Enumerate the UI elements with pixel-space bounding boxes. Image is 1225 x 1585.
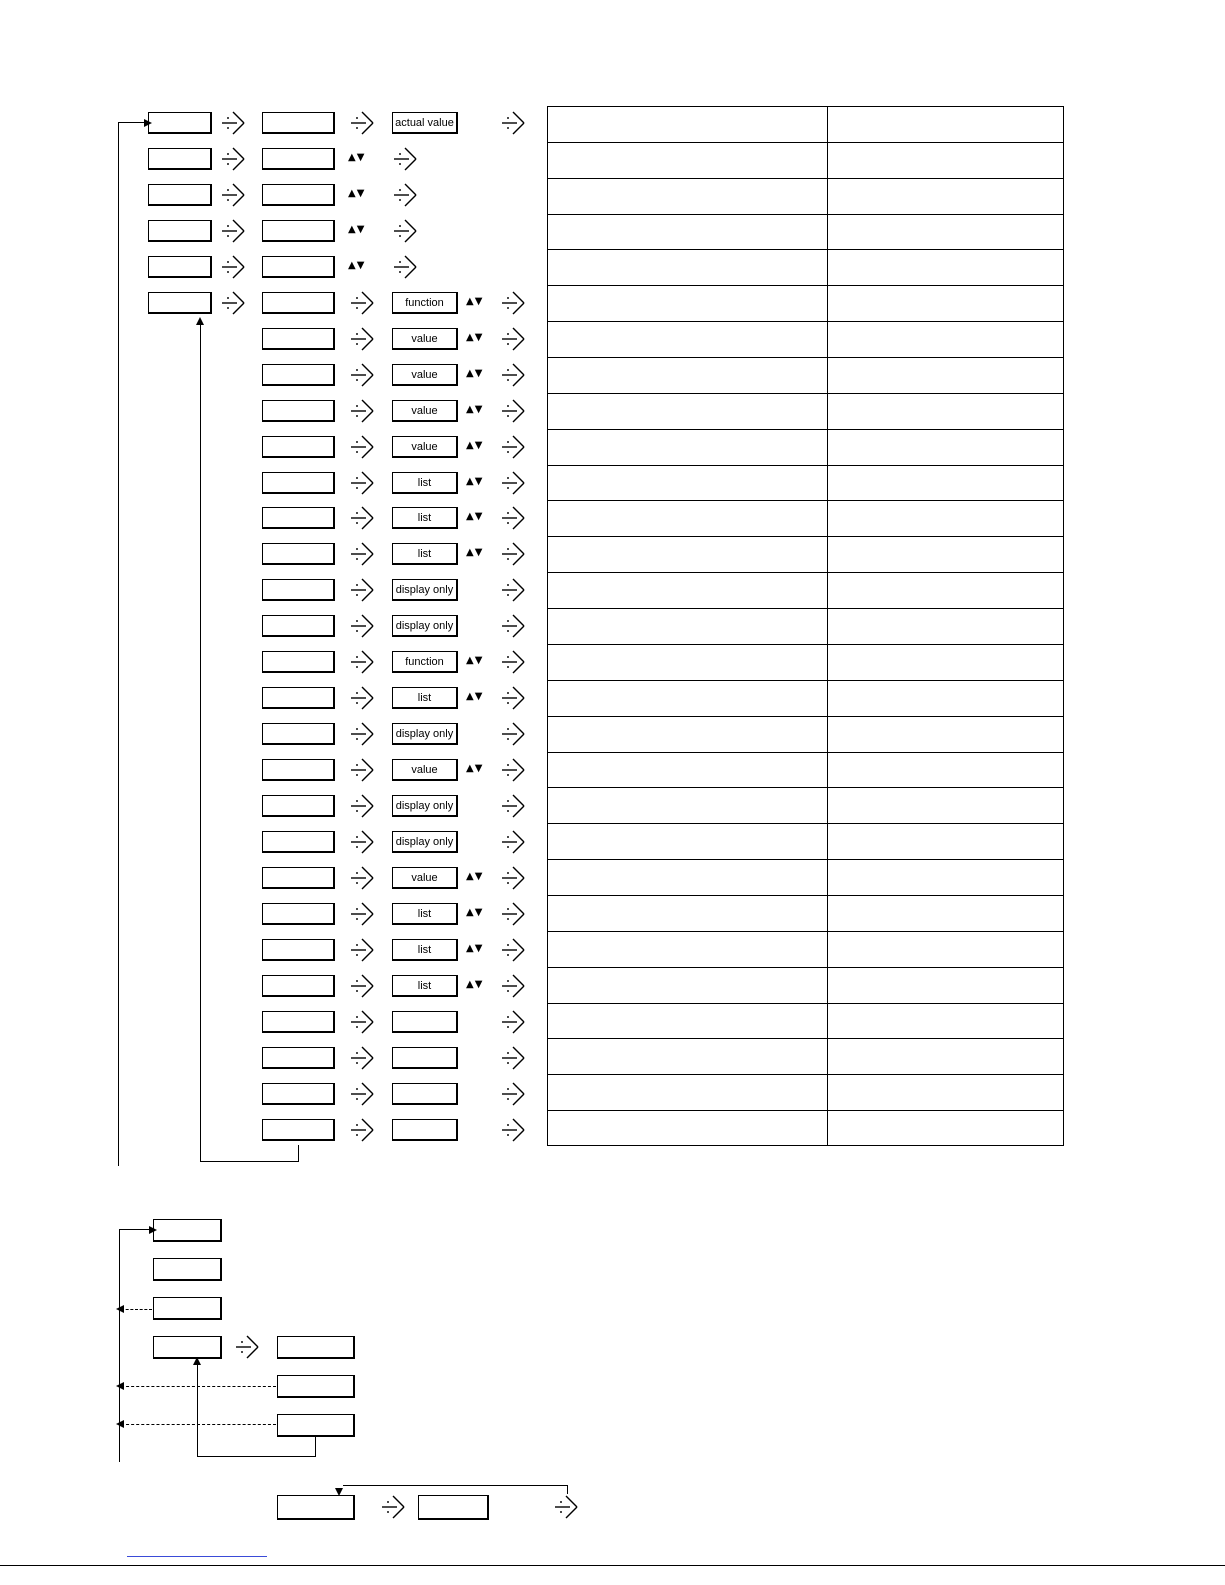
enter-arrow-icon — [500, 110, 526, 136]
enter-arrow-icon — [349, 937, 375, 963]
enter-arrow-icon — [349, 757, 375, 783]
table-cell — [547, 285, 827, 321]
enter-arrow-icon — [500, 793, 526, 819]
table-cell — [827, 357, 1064, 393]
menu-level1-box[interactable] — [148, 292, 212, 314]
enter-arrow-icon — [500, 1045, 526, 1071]
table-cell — [547, 608, 827, 644]
enter-arrow-icon — [500, 937, 526, 963]
enter-arrow-icon — [349, 865, 375, 891]
escape-line — [121, 1424, 276, 1426]
parameter-value-box[interactable]: value — [392, 759, 458, 781]
enter-arrow-icon — [500, 721, 526, 747]
up-down-triangles-icon: ▲▼ — [466, 332, 484, 343]
menu-level2-box[interactable] — [262, 975, 335, 997]
up-down-triangles-icon: ▲▼ — [348, 224, 366, 235]
submenu-return-line — [200, 322, 201, 1162]
enter-arrow-icon — [500, 541, 526, 567]
parameter-value-box[interactable]: value — [392, 364, 458, 386]
lower-submenu-return-line — [197, 1456, 316, 1457]
table-cell — [827, 429, 1064, 465]
menu-level2-box[interactable] — [262, 795, 335, 817]
enter-arrow-icon — [349, 901, 375, 927]
parameter-value-box[interactable]: list — [392, 975, 458, 997]
enter-arrow-icon — [349, 505, 375, 531]
lower-submenu-box[interactable] — [277, 1375, 355, 1398]
enter-arrow-icon — [349, 829, 375, 855]
table-cell — [547, 249, 827, 285]
enter-arrow-icon — [349, 434, 375, 460]
table-cell — [827, 1110, 1064, 1146]
enter-arrow-icon — [349, 721, 375, 747]
table-cell — [827, 178, 1064, 214]
parameter-value-box[interactable]: value — [392, 328, 458, 350]
lower-submenu-return-line — [197, 1360, 198, 1456]
table-cell — [827, 321, 1064, 357]
enter-arrow-icon — [500, 505, 526, 531]
parameter-value-box[interactable]: function — [392, 651, 458, 673]
enter-arrow-icon — [500, 470, 526, 496]
enter-arrow-icon — [500, 362, 526, 388]
parameter-value-box[interactable]: value — [392, 867, 458, 889]
up-down-triangles-icon: ▲▼ — [466, 368, 484, 379]
menu-level2-box[interactable] — [262, 256, 335, 278]
enter-arrow-icon — [349, 577, 375, 603]
parameter-value-box[interactable] — [392, 1119, 458, 1141]
menu-level2-box[interactable] — [262, 328, 335, 350]
sequence-return-line — [567, 1486, 568, 1494]
enter-arrow-icon — [500, 1009, 526, 1035]
up-down-triangles-icon: ▲▼ — [466, 547, 484, 558]
table-cell — [827, 680, 1064, 716]
parameter-value-box[interactable] — [392, 1047, 458, 1069]
up-down-triangles-icon: ▲▼ — [466, 655, 484, 666]
menu-level2-box[interactable] — [262, 112, 335, 134]
up-down-triangles-icon: ▲▼ — [466, 763, 484, 774]
table-cell — [547, 536, 827, 572]
menu-level2-box[interactable] — [262, 292, 335, 314]
enter-arrow-icon — [349, 110, 375, 136]
arrowhead-icon — [116, 1381, 126, 1391]
table-cell — [827, 787, 1064, 823]
enter-arrow-icon — [500, 757, 526, 783]
table-cell — [547, 931, 827, 967]
table-cell — [547, 752, 827, 788]
enter-arrow-icon — [500, 649, 526, 675]
escape-line — [121, 1386, 276, 1388]
menu-level1-box[interactable] — [148, 148, 212, 170]
sequence-box-2[interactable] — [418, 1495, 489, 1520]
table-cell — [827, 608, 1064, 644]
table-cell — [547, 644, 827, 680]
enter-arrow-icon — [349, 649, 375, 675]
menu-level2-box[interactable] — [262, 472, 335, 494]
parameter-value-box[interactable] — [392, 1011, 458, 1033]
menu-level2-box[interactable] — [262, 220, 335, 242]
enter-arrow-icon — [500, 685, 526, 711]
arrowhead-icon — [147, 1225, 157, 1235]
arrowhead-icon — [116, 1304, 126, 1314]
table-cell — [547, 572, 827, 608]
enter-arrow-icon — [392, 182, 418, 208]
menu-level2-box[interactable] — [262, 867, 335, 889]
table-cell — [827, 823, 1064, 859]
parameter-value-box[interactable]: list — [392, 507, 458, 529]
menu-level2-box[interactable] — [262, 1047, 335, 1069]
enter-arrow-icon — [220, 182, 246, 208]
table-cell — [827, 393, 1064, 429]
up-down-triangles-icon: ▲▼ — [466, 511, 484, 522]
sequence-box-1[interactable] — [277, 1495, 355, 1520]
lower-menu-box[interactable] — [153, 1219, 222, 1242]
enter-arrow-icon — [500, 973, 526, 999]
table-cell — [547, 1074, 827, 1110]
up-down-triangles-icon: ▲▼ — [466, 476, 484, 487]
up-down-triangles-icon: ▲▼ — [466, 871, 484, 882]
table-cell — [827, 967, 1064, 1003]
menu-level2-box[interactable] — [262, 543, 335, 565]
parameter-value-box[interactable]: value — [392, 436, 458, 458]
parameter-value-box[interactable]: display only — [392, 795, 458, 817]
table-cell — [827, 931, 1064, 967]
lower-menu-box[interactable] — [153, 1336, 222, 1359]
menu-level2-box[interactable] — [262, 364, 335, 386]
table-cell — [827, 285, 1064, 321]
parameter-value-box[interactable]: actual value — [392, 112, 458, 134]
table-cell — [827, 1038, 1064, 1074]
enter-arrow-icon — [349, 1117, 375, 1143]
up-down-triangles-icon: ▲▼ — [348, 188, 366, 199]
enter-arrow-icon — [349, 613, 375, 639]
menu-level1-box[interactable] — [148, 112, 212, 134]
menu-level2-box[interactable] — [262, 507, 335, 529]
up-down-triangles-icon: ▲▼ — [466, 907, 484, 918]
table-cell — [547, 895, 827, 931]
enter-arrow-icon — [349, 362, 375, 388]
parameter-value-box[interactable]: display only — [392, 615, 458, 637]
menu-level2-box[interactable] — [262, 615, 335, 637]
enter-arrow-icon — [234, 1334, 260, 1360]
menu-level2-box[interactable] — [262, 579, 335, 601]
enter-arrow-icon — [220, 110, 246, 136]
arrowhead-icon — [195, 317, 205, 327]
enter-arrow-icon — [500, 1081, 526, 1107]
table-cell — [547, 106, 827, 142]
menu-level2-box[interactable] — [262, 1011, 335, 1033]
footer-rule — [0, 1565, 1225, 1566]
menu-level2-box[interactable] — [262, 759, 335, 781]
up-down-triangles-icon: ▲▼ — [466, 440, 484, 451]
enter-arrow-icon — [553, 1494, 579, 1520]
parameter-value-box[interactable]: display only — [392, 723, 458, 745]
up-down-triangles-icon: ▲▼ — [466, 691, 484, 702]
table-cell — [827, 214, 1064, 250]
enter-arrow-icon — [349, 685, 375, 711]
table-cell — [547, 500, 827, 536]
menu-level2-box[interactable] — [262, 148, 335, 170]
menu-level2-box[interactable] — [262, 687, 335, 709]
parameter-value-box[interactable]: display only — [392, 579, 458, 601]
enter-arrow-icon — [392, 254, 418, 280]
table-cell — [827, 752, 1064, 788]
table-cell — [827, 644, 1064, 680]
table-cell — [827, 500, 1064, 536]
up-down-triangles-icon: ▲▼ — [466, 296, 484, 307]
menu-level2-box[interactable] — [262, 723, 335, 745]
table-cell — [827, 1003, 1064, 1039]
enter-arrow-icon — [349, 470, 375, 496]
table-cell — [827, 716, 1064, 752]
menu-level1-box[interactable] — [148, 184, 212, 206]
enter-arrow-icon — [349, 1045, 375, 1071]
table-cell — [827, 895, 1064, 931]
parameter-value-box[interactable]: list — [392, 543, 458, 565]
table-cell — [827, 572, 1064, 608]
menu-level2-box[interactable] — [262, 1083, 335, 1105]
enter-arrow-icon — [349, 1081, 375, 1107]
menu-level2-box[interactable] — [262, 939, 335, 961]
lower-submenu-box[interactable] — [277, 1414, 355, 1437]
enter-arrow-icon — [500, 398, 526, 424]
menu-level2-box[interactable] — [262, 831, 335, 853]
table-cell — [547, 178, 827, 214]
table-cell — [547, 787, 827, 823]
enter-arrow-icon — [500, 326, 526, 352]
enter-arrow-icon — [500, 901, 526, 927]
menu-level2-box[interactable] — [262, 1119, 335, 1141]
enter-arrow-icon — [500, 1117, 526, 1143]
table-cell — [547, 357, 827, 393]
table-cell — [547, 680, 827, 716]
up-down-triangles-icon: ▲▼ — [348, 152, 366, 163]
table-cell — [547, 142, 827, 178]
table-cell — [547, 859, 827, 895]
enter-arrow-icon — [220, 218, 246, 244]
table-cell — [547, 823, 827, 859]
enter-arrow-icon — [349, 1009, 375, 1035]
table-cell — [547, 967, 827, 1003]
lower-menu-box[interactable] — [153, 1258, 222, 1281]
up-down-triangles-icon: ▲▼ — [466, 979, 484, 990]
lower-submenu-return-line — [315, 1436, 316, 1456]
table-cell — [547, 1110, 827, 1146]
enter-arrow-icon — [500, 865, 526, 891]
lower-submenu-box[interactable] — [277, 1336, 355, 1359]
enter-arrow-icon — [349, 326, 375, 352]
table-cell — [827, 1074, 1064, 1110]
enter-arrow-icon — [220, 146, 246, 172]
up-down-triangles-icon: ▲▼ — [466, 943, 484, 954]
menu-level2-box[interactable] — [262, 400, 335, 422]
table-cell — [547, 1038, 827, 1074]
enter-arrow-icon — [500, 577, 526, 603]
menu-level1-box[interactable] — [148, 220, 212, 242]
menu-level1-box[interactable] — [148, 256, 212, 278]
arrowhead-icon — [192, 1357, 202, 1367]
parameter-value-box[interactable]: list — [392, 472, 458, 494]
arrowhead-icon — [334, 1486, 344, 1496]
enter-arrow-icon — [220, 254, 246, 280]
arrowhead-icon — [116, 1419, 126, 1429]
parameter-value-box[interactable]: display only — [392, 831, 458, 853]
table-cell — [827, 536, 1064, 572]
table-cell — [547, 429, 827, 465]
table-cell — [547, 393, 827, 429]
table-cell — [827, 142, 1064, 178]
parameter-value-box[interactable]: function — [392, 292, 458, 314]
table-cell — [547, 465, 827, 501]
enter-arrow-icon — [500, 613, 526, 639]
enter-arrow-icon — [380, 1494, 406, 1520]
table-cell — [827, 465, 1064, 501]
submenu-return-line — [298, 1145, 299, 1162]
footer-link[interactable] — [127, 1556, 267, 1557]
enter-arrow-icon — [349, 973, 375, 999]
table-cell — [547, 214, 827, 250]
menu-level2-box[interactable] — [262, 651, 335, 673]
enter-arrow-icon — [349, 541, 375, 567]
table-cell — [547, 1003, 827, 1039]
parameter-value-box[interactable]: list — [392, 903, 458, 925]
up-down-triangles-icon: ▲▼ — [348, 260, 366, 271]
enter-arrow-icon — [392, 146, 418, 172]
table-cell — [827, 249, 1064, 285]
menu-level2-box[interactable] — [262, 436, 335, 458]
table-cell — [547, 716, 827, 752]
parameter-value-box[interactable]: value — [392, 400, 458, 422]
parameter-value-box[interactable] — [392, 1083, 458, 1105]
enter-arrow-icon — [500, 290, 526, 316]
enter-arrow-icon — [392, 218, 418, 244]
enter-arrow-icon — [500, 829, 526, 855]
arrowhead-icon — [142, 118, 152, 128]
enter-arrow-icon — [349, 290, 375, 316]
table-cell — [827, 106, 1064, 142]
table-cell — [827, 859, 1064, 895]
enter-arrow-icon — [349, 398, 375, 424]
enter-arrow-icon — [220, 290, 246, 316]
enter-arrow-icon — [500, 434, 526, 460]
table-cell — [547, 321, 827, 357]
sequence-return-line — [343, 1485, 568, 1486]
table-column-divider — [827, 106, 828, 1146]
enter-arrow-icon — [349, 793, 375, 819]
return-line — [118, 123, 119, 1166]
parameter-value-box[interactable]: list — [392, 687, 458, 709]
up-down-triangles-icon: ▲▼ — [466, 404, 484, 415]
parameter-value-box[interactable]: list — [392, 939, 458, 961]
menu-level2-box[interactable] — [262, 903, 335, 925]
menu-level2-box[interactable] — [262, 184, 335, 206]
lower-menu-box[interactable] — [153, 1297, 222, 1320]
submenu-return-line — [200, 1161, 299, 1162]
